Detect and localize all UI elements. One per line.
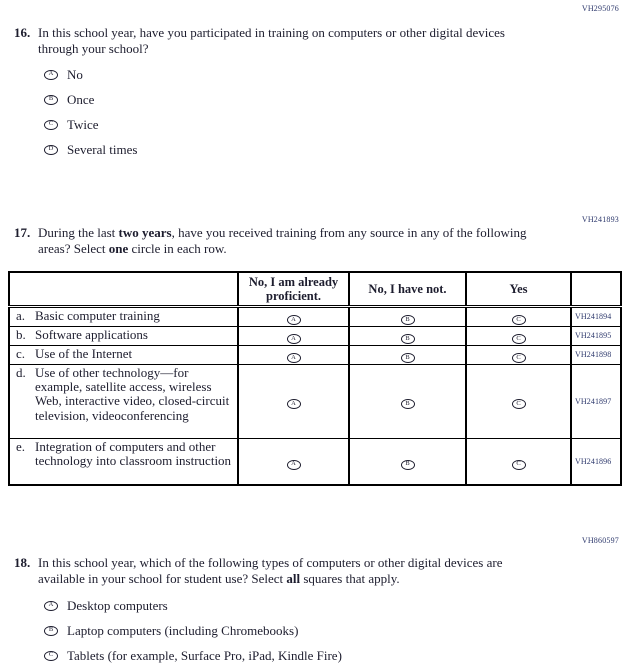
- answer-oval-a-icon[interactable]: A: [44, 70, 58, 80]
- row-code: VH241894: [571, 306, 621, 326]
- answer-oval-b-icon[interactable]: B: [401, 460, 415, 470]
- option-label: Once: [67, 92, 95, 107]
- option-label: Twice: [67, 117, 99, 132]
- option-desktop-computers: [44, 598, 626, 613]
- question-16-options: [0, 67, 626, 157]
- answer-oval-a-icon[interactable]: A: [287, 399, 301, 409]
- header-yes: Yes: [466, 272, 571, 306]
- table-row-integration-classroom: [9, 438, 621, 485]
- header-blank: [9, 272, 238, 306]
- table-row-other-technology: [9, 364, 621, 438]
- answer-oval-c-icon[interactable]: C: [44, 651, 58, 661]
- row-label: Use of the Internet: [35, 345, 133, 361]
- row-letter: e.: [16, 438, 26, 454]
- answer-oval-b-icon[interactable]: B: [401, 353, 415, 363]
- option-twice: [44, 117, 626, 132]
- row-letter: c.: [16, 345, 26, 361]
- answer-oval-a-icon[interactable]: A: [287, 353, 301, 363]
- question-18-code: VH860597: [581, 536, 619, 545]
- question-17-number: 17.: [14, 225, 31, 240]
- answer-oval-a-icon[interactable]: A: [44, 601, 58, 611]
- option-label: Tablets (for example, Surface Pro, iPad, Kindle Fire): [67, 648, 342, 663]
- question-16: [0, 25, 626, 56]
- training-response-table: [8, 271, 622, 486]
- question-17-section: [0, 215, 626, 486]
- option-once: [44, 92, 626, 107]
- option-tablets: [44, 648, 626, 663]
- answer-oval-c-icon[interactable]: C: [512, 334, 526, 344]
- row-code: VH241897: [571, 364, 621, 438]
- row-label: Software applications: [35, 326, 148, 342]
- question-17: [0, 225, 626, 256]
- answer-oval-b-icon[interactable]: B: [401, 334, 415, 344]
- table-row-basic-computer-training: [9, 306, 621, 326]
- question-17-code: VH241893: [581, 215, 619, 224]
- answer-oval-c-icon[interactable]: C: [44, 120, 58, 130]
- question-16-code: VH295076: [581, 4, 619, 13]
- answer-oval-a-icon[interactable]: A: [287, 334, 301, 344]
- answer-oval-b-icon[interactable]: B: [44, 626, 58, 636]
- answer-oval-b-icon[interactable]: B: [401, 315, 415, 325]
- row-letter: b.: [16, 326, 26, 342]
- question-18: [0, 555, 626, 586]
- table-row-use-of-internet: [9, 345, 621, 364]
- answer-oval-a-icon[interactable]: A: [287, 315, 301, 325]
- option-label: Several times: [67, 142, 138, 157]
- question-16-number: 16.: [14, 25, 31, 40]
- row-code: VH241895: [571, 326, 621, 345]
- answer-oval-c-icon[interactable]: C: [512, 460, 526, 470]
- row-code: VH241898: [571, 345, 621, 364]
- row-label: Integration of computers and other technology into classroom instruction: [35, 438, 232, 468]
- option-label: No: [67, 67, 83, 82]
- question-18-text: In this school year, which of the following types of computers or other digital devices are available in your school for student use? Select all squares that apply.: [38, 555, 503, 586]
- question-18-number: 18.: [14, 555, 31, 570]
- header-no-already-proficient: No, I am already proficient.: [238, 272, 349, 306]
- answer-oval-b-icon[interactable]: B: [44, 95, 58, 105]
- question-18-options: [0, 598, 626, 663]
- table-header-row: [9, 272, 621, 306]
- question-17-text: During the last two years, have you received training from any source in any of the following areas? Select one circle in each row.: [38, 225, 527, 256]
- row-label: Basic computer training: [35, 307, 160, 323]
- row-label: Use of other technology—for example, satellite access, wireless Web, interactive video, closed-circuit television, videoconferencing: [35, 364, 230, 423]
- header-code-blank: [571, 272, 621, 306]
- answer-oval-c-icon[interactable]: C: [512, 399, 526, 409]
- answer-oval-c-icon[interactable]: C: [512, 315, 526, 325]
- row-code: VH241896: [571, 438, 621, 485]
- row-letter: d.: [16, 364, 26, 380]
- option-label: Desktop computers: [67, 598, 168, 613]
- option-several-times: [44, 142, 626, 157]
- option-no: [44, 67, 626, 82]
- answer-oval-d-icon[interactable]: D: [44, 145, 58, 155]
- answer-oval-a-icon[interactable]: A: [287, 460, 301, 470]
- option-label: Laptop computers (including Chromebooks): [67, 623, 299, 638]
- row-letter: a.: [16, 307, 26, 323]
- header-no-have-not: No, I have not.: [349, 272, 466, 306]
- table-row-software-applications: [9, 326, 621, 345]
- answer-oval-b-icon[interactable]: B: [401, 399, 415, 409]
- question-16-section: [0, 4, 626, 167]
- question-18-section: [0, 536, 626, 666]
- answer-oval-c-icon[interactable]: C: [512, 353, 526, 363]
- question-16-text: In this school year, have you participated in training on computers or other digital devices through your school?: [38, 25, 505, 56]
- option-laptop-computers: [44, 623, 626, 638]
